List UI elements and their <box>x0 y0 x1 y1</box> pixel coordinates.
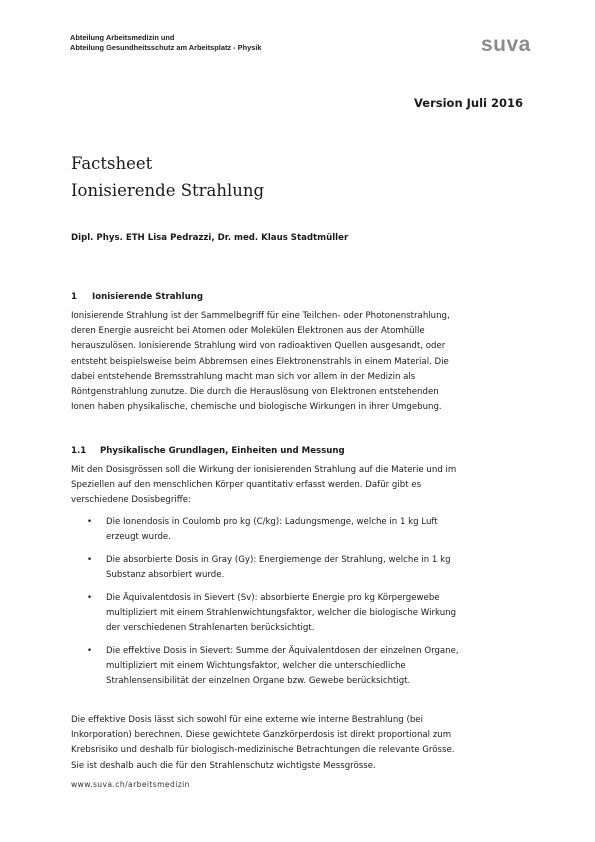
text-line: Röntgenstrahlung zunutze. Die durch die Herauslösung von Elektronen entstehenden <box>71 387 439 398</box>
section-title: Ionisierende Strahlung <box>92 292 203 302</box>
text-line: Mit den Dosisgrössen soll die Wirkung der ionisierenden Strahlung auf die Materie und im <box>71 465 457 475</box>
text-line: der verschiedenen Strahlenarten berücksichtigt. <box>106 623 315 634</box>
text-line: Inkorporation) berechnen. Diese gewichtete Ganzkörperdosis ist direkt proportional zum <box>71 730 452 741</box>
paragraph <box>71 309 526 415</box>
text-line: Speziellen auf den menschlichen Körper quantitativ erfasst werden. Dafür gibt es <box>71 480 422 491</box>
title-line: Factsheet <box>71 154 153 173</box>
text-line: Die effektive Dosis lässt sich sowohl für eine externe wie interne Bestrahlung (bei <box>71 715 423 725</box>
text-line: verschiedene Dosisbegriffe: <box>71 495 191 506</box>
text-line: Krebsrisiko und deshalb für biologisch-medizinische Betrachtungen die relevante Grösse. <box>71 745 455 756</box>
text-line: Ionen haben physikalische, chemische und biologische Wirkungen in ihrer Umgebung. <box>71 402 442 413</box>
paragraph <box>71 463 526 509</box>
text-line: erzeugt wurde. <box>106 532 171 543</box>
department-header <box>70 33 262 53</box>
title-line: Ionisierende Strahlung <box>71 181 265 200</box>
text-line: Ionisierende Strahlung ist der Sammelbegriff für eine Teilchen- oder Photonenstrahlung, <box>71 311 450 321</box>
suva-logo: suva <box>481 33 531 56</box>
list-item <box>71 553 526 583</box>
text-line: Sie ist deshalb auch die für den Strahlenschutz wichtigste Messgrösse. <box>71 760 376 771</box>
dose-list <box>71 515 526 697</box>
text-line: Substanz absorbiert wurde. <box>106 570 225 581</box>
department-line: Abteilung Arbeitsmedizin und <box>70 33 175 42</box>
text-line: Strahlensensibilität der einzelnen Organe bzw. Gewebe berücksichtigt. <box>106 676 411 687</box>
text-line: entsteht beispielsweise beim Abbremsen eines Elektronenstrahls in einem Material. Die <box>71 356 449 367</box>
text-line: Die Ionendosis in Coulomb pro kg (C/kg): Ladungsmenge, welche in 1 kg Luft <box>106 517 438 527</box>
bullet-icon: • <box>87 645 93 656</box>
text-line: herauszulösen. Ionisierende Strahlung wird von radioaktiven Quellen ausgesandt, oder <box>71 341 446 352</box>
list-item <box>71 515 526 545</box>
version-label: Version Juli 2016 <box>414 96 523 110</box>
section-heading <box>71 292 203 302</box>
subsection-heading <box>71 446 345 456</box>
page-title <box>71 150 264 204</box>
subsection-title: Physikalische Grundlagen, Einheiten und Messung <box>100 446 345 456</box>
bullet-icon: • <box>87 517 93 527</box>
department-line: Abteilung Gesundheitsschutz am Arbeitsplatz - Physik <box>70 43 262 52</box>
section-number: 1 <box>71 292 77 302</box>
text-line: dabei entstehende Bremsstrahlung macht man sich vor allem in der Medizin als <box>71 371 416 382</box>
text-line: Die effektive Dosis in Sievert: Summe der Äquivalentdosen der einzelnen Organe, <box>106 645 459 656</box>
footer-link[interactable]: www.suva.ch/arbeitsmedizin <box>71 780 190 789</box>
subsection-number: 1.1 <box>71 446 87 456</box>
text-line: Die absorbierte Dosis in Gray (Gy): Energiemenge der Strahlung, welche in 1 kg <box>106 554 451 565</box>
text-line: multipliziert mit einem Wichtungsfaktor, welcher die unterschiedliche <box>106 661 406 672</box>
authors: Dipl. Phys. ETH Lisa Pedrazzi, Dr. med. Klaus Stadtmüller <box>71 233 349 243</box>
bullet-icon: • <box>87 592 93 603</box>
list-item <box>71 591 526 637</box>
paragraph <box>71 713 526 774</box>
bullet-icon: • <box>87 554 93 565</box>
list-item <box>71 644 526 690</box>
text-line: deren Energie ausreicht bei Atomen oder Molekülen Elektronen aus der Atomhülle <box>71 326 425 337</box>
text-line: Die Äquivalentdosis in Sievert (Sv): absorbierte Energie pro kg Körpergewebe <box>106 592 440 603</box>
text-line: multipliziert mit einem Strahlenwichtungsfaktor, welcher die biologische Wirkung <box>106 608 457 619</box>
